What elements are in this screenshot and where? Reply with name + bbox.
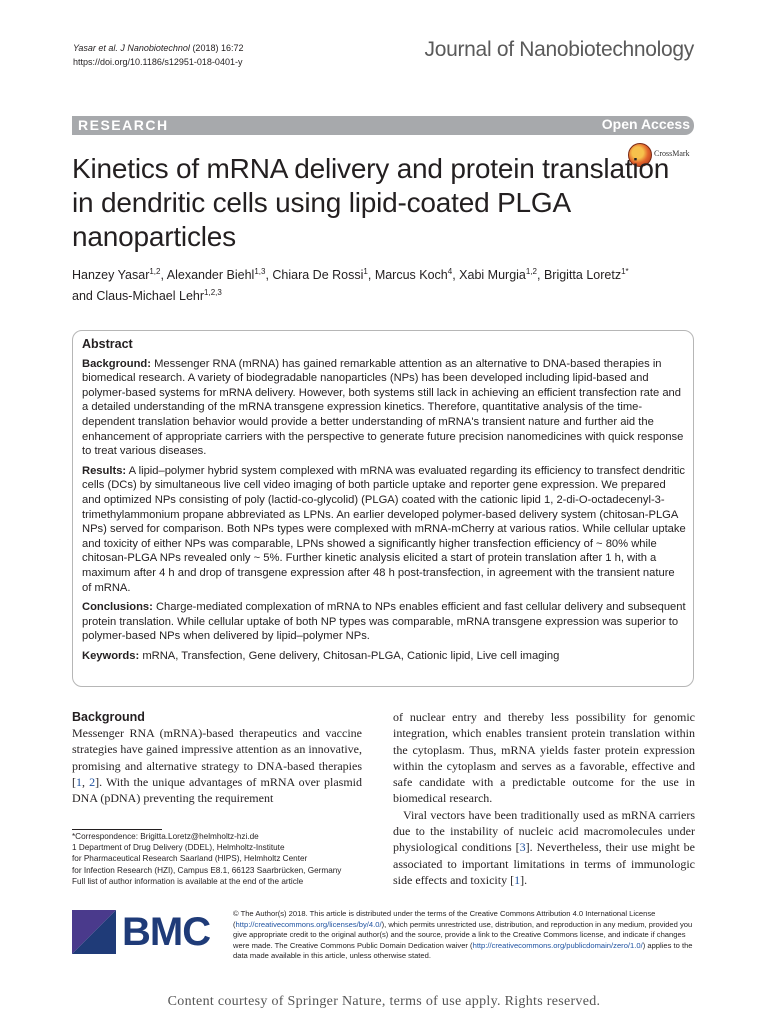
keywords-label: Keywords:	[82, 649, 140, 662]
author-name[interactable]: Hanzey Yasar	[72, 268, 150, 283]
author-affiliation: 1*	[621, 267, 629, 276]
abstract-background-text: Messenger RNA (mRNA) has gained remarkable attention as an alternative to DNA-based therapies in biomedical research. A variety of biodegradable nanoparticles (NPs) has been developed including lipid-based and polymer-based systems for mRNA delivery. However, both systems still lack in achieving an efficient transfection rate and a detailed understanding of the mRNA transgene expression kinetics. Therefore, quantitative analysis of the time-dependent translation behavior would provide a better understanding of mRNA's transient nature and further aid the enhancement of appropriate carriers with the perspective to generate future precision nanomedicines with quick response to treat various diseases.	[82, 357, 684, 458]
author-name[interactable]: and Claus-Michael Lehr	[72, 289, 205, 304]
correspondence-note[interactable]: *Correspondence: Brigitta.Loretz@helmholtz-hzi.de	[72, 832, 259, 841]
body-text: ]. With the unique advantages of mRNA over plasmid DNA (pDNA) preventing the requirement	[72, 774, 363, 806]
author-affiliation: 4	[447, 267, 453, 276]
footnotes	[72, 831, 372, 887]
author-affiliation: 1,3	[254, 267, 266, 276]
body-paragraph: of nuclear entry and thereby less possibility for genomic integration, which enables transient protein translation within the cytoplasm. Thus, mRNA yields faster protein expression within the cytoplasm and serves as a favorable, effective and safe candidate with a predictable outcome for the use in biomedical research.	[393, 710, 695, 806]
citation-link[interactable]: 1	[514, 872, 521, 887]
license-link[interactable]: http://creativecommons.org/licenses/by/4.0/	[235, 919, 382, 929]
author-name[interactable]: Xabi Murgia	[459, 268, 526, 283]
abstract-heading: Abstract	[82, 337, 133, 351]
affiliation-note: 1 Department of Drug Delivery (DDEL), Helmholtz-Institute	[72, 843, 285, 853]
author-info-note: Full list of author information is available at the end of the article	[72, 876, 304, 886]
author-name[interactable]: Chiara De Rossi	[272, 268, 364, 283]
article-type-label: RESEARCH	[78, 117, 169, 133]
citation-line	[73, 41, 243, 69]
abstract-results	[82, 464, 686, 595]
bmc-logo	[72, 910, 222, 954]
bmc-logo-icon	[72, 910, 116, 954]
abstract-background	[82, 357, 686, 459]
journal-name: Journal of Nanobiotechnology	[424, 38, 694, 61]
author-name[interactable]: Brigitta Loretz	[543, 268, 622, 283]
abstract-results-text: A lipid–polymer hybrid system complexed with mRNA was evaluated regarding its efficiency to transfect dendritic cells (DCs) by simultaneous live cell video imaging of both particle uptake and reporter gene expression. We prepared and optimized NPs consisting of poly (lactid-co-glycolid) (PLGA) coated with the cationic lipid 1, 2-di-O-octadecenyl-3-trimethylammonium propane abbreviated as LPNs. An earlier developed polymer-based delivery system (chitosan-PLGA NPs) served for comparison. Both NPs types were complexed with mRNA-mCherry at various ratios. While cellular uptake and toxicity of either NPs was comparable, LPNs showed a significantly higher transfection efficiency of ~ 80% while chitosan-PLGA NPs revealed only ~ 5%. Further kinetic analysis elicited a start of protein translation after 1 h, with a maximum after 4 h and drop of transgene expression after 48 h post-transfection, in agreement with the transient nature of mRNA.	[82, 464, 686, 594]
author-affiliation: 1,2,3	[204, 288, 222, 298]
author-name[interactable]: Alexander Biehl	[166, 268, 255, 283]
abstract	[82, 337, 686, 668]
body-text: Messenger RNA (mRNA)-based therapeutics and vaccine strategies have gained impressive attention as an innovative, promising and alternative strategy to DNA-based therapies [	[72, 726, 362, 789]
citation-authors: Yasar et al.	[73, 43, 118, 53]
citation-journal: J Nanobiotechnol	[120, 43, 190, 53]
crossmark-label: CrossMark	[654, 149, 690, 158]
citation-rest: (2018) 16:72	[189, 43, 244, 53]
open-access-label: Open Access	[601, 116, 690, 132]
author-name[interactable]: Marcus Koch	[374, 268, 448, 283]
doi-link[interactable]: https://doi.org/10.1186/s12951-018-0401-y	[73, 57, 243, 67]
abstract-background-label: Background:	[82, 357, 151, 370]
paper-title: Kinetics of mRNA delivery and protein translation in dendritic cells using lipid-coated PLGA nanoparticles	[72, 153, 670, 252]
section-heading-background: Background	[72, 710, 145, 724]
abstract-keywords	[82, 649, 686, 664]
abstract-results-label: Results:	[82, 464, 127, 477]
author-affiliation: 1,2	[149, 267, 161, 276]
abstract-conclusions-text: Charge-mediated complexation of mRNA to NPs enables efficient and fast cellular delivery and subsequent protein translation. While cellular uptake of both NP types was comparable, mRNA transgene expression was superior to polymer-based NPs when delivered by lipid–polymer NPs.	[82, 601, 686, 643]
citation-link[interactable]: 3	[519, 840, 526, 855]
courtesy-notice: Content courtesy of Springer Nature, terms of use apply. Rights reserved.	[167, 994, 601, 1009]
affiliation-note: for Pharmaceutical Research Saarland (HIPS), Helmholtz Center	[72, 854, 308, 864]
license-text: © The Author(s) 2018. This article is distributed under the terms of the Creative Commons Attribution 4.0 International License (http://creativecommons.org/licenses/by/4.0/), which permits unrestricted use, distribution, and reproduction in any medium, provided you give appropriate credit to the original author(s) and the source, provide a link to the Creative Commons license, and indicate if changes were made. The Creative Commons Public Domain Dedication waiver (http://creativecommons.org/publicdomain/zero/1.0/) applies to the data made available in this article, unless otherwise stated.	[233, 909, 693, 961]
bmc-logo-text: BMC	[122, 910, 211, 954]
body-paragraph: Viral vectors have been traditionally used as mRNA carriers due to the instability of nucleic acid macromolecules under physiological conditions [3]. Nevertheless, their use might be associated to important limitations in terms of immunologic side effects and toxicity [1].	[393, 807, 695, 887]
body-column-left: Background Messenger RNA (mRNA)-based therapeutics and vaccine strategies have gained impressive attention as an innovative, promising and alternative strategy to DNA-based therapies [1, 2]. With the unique advantages of mRNA over plasmid DNA (pDNA) preventing the requirement	[72, 710, 363, 806]
abstract-conclusions-label: Conclusions:	[82, 601, 153, 614]
affiliation-note: for Infection Research (HZI), Campus E8.1, 66123 Saarbrücken, Germany	[72, 865, 342, 875]
citation-link[interactable]: 2	[89, 774, 96, 789]
keywords-text: mRNA, Transfection, Gene delivery, Chitosan-PLGA, Cationic lipid, Live cell imaging	[142, 649, 560, 662]
author-affiliation: 1,2	[525, 267, 537, 276]
body-column-right	[393, 709, 695, 888]
author-list: Hanzey Yasar$^{1,2}$, Alexander Biehl$^{1,3}$, Chiara De Rossi$^1$, Marcus Koch$^4$, Xabi Murgia$^{1,2}$, Brigitta Loretz$^{1*}$ and Claus-Michael Lehr$^{1,2,3}$	[72, 267, 629, 304]
public-domain-link[interactable]: http://creativecommons.org/publicdomain/zero/1.0/	[472, 940, 643, 950]
citation-link[interactable]: 1	[76, 774, 82, 789]
abstract-conclusions	[82, 600, 686, 644]
author-affiliation: 1	[363, 267, 368, 276]
footnote-divider	[72, 829, 162, 830]
